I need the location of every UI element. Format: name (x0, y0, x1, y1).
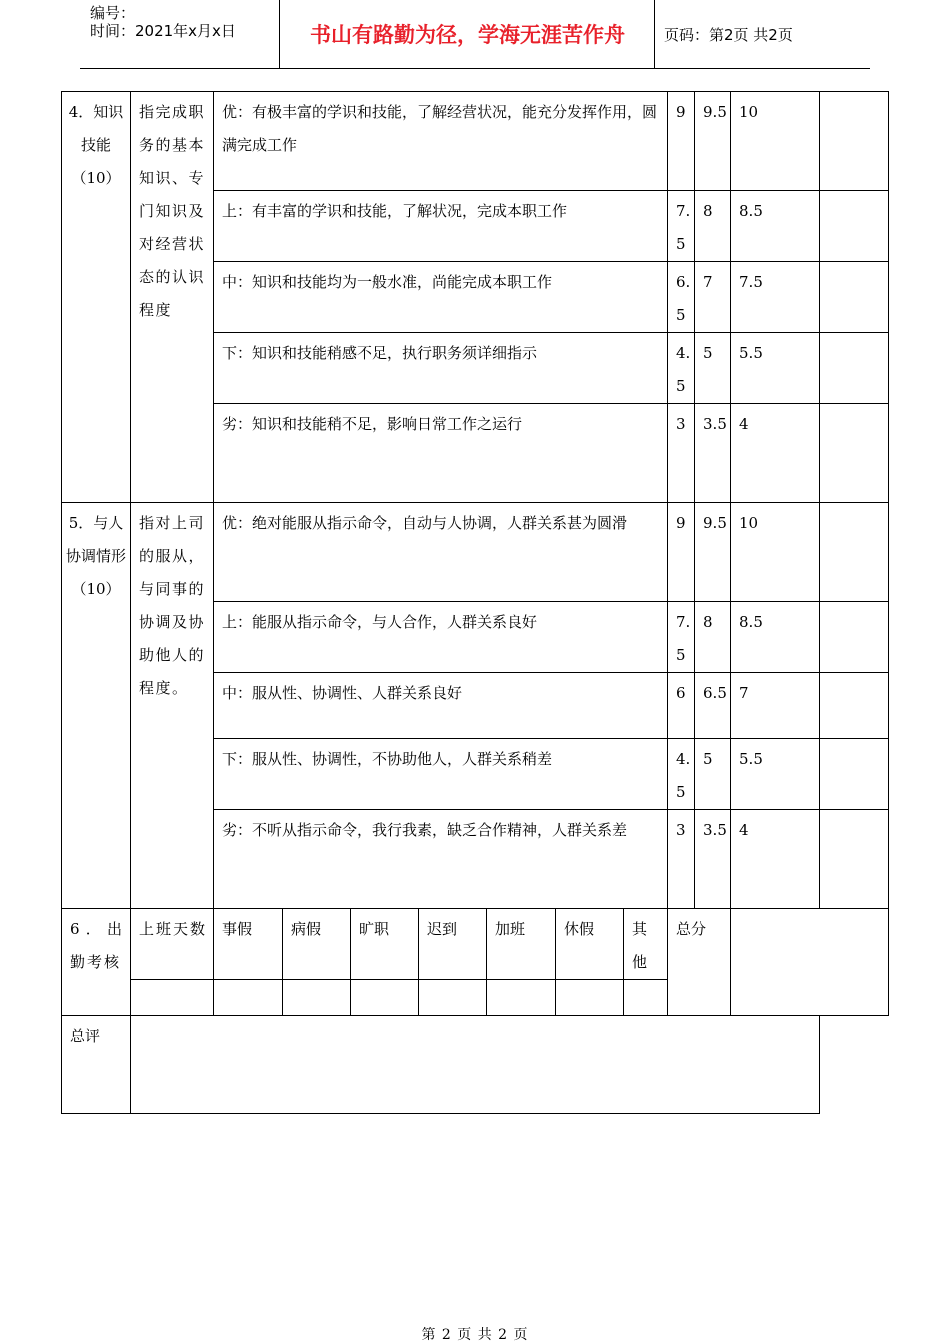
header-page-number: 页码：第2页 共2页 (664, 25, 793, 44)
score-mid: 8 (695, 191, 731, 262)
score-blank (820, 333, 889, 404)
score-mid: 6.5 (695, 673, 731, 739)
score-blank (820, 503, 889, 602)
attendance-value-cell (131, 980, 214, 1016)
score-blank (820, 739, 889, 810)
criterion-text: 优：有极丰富的学识和技能，了解经营状况，能充分发挥作用，圆满完成工作 (214, 92, 668, 191)
page-footer: 第 2 页 共 2 页 (421, 1327, 529, 1343)
criterion-row (62, 92, 889, 191)
score-low: 6.5 (668, 262, 695, 333)
attendance-value-cell (419, 980, 487, 1016)
score-low: 9 (668, 503, 695, 602)
attendance-column: 事假 (214, 909, 283, 980)
criterion-text: 上：能服从指示命令，与人合作，人群关系良好 (214, 602, 668, 673)
time-label: 时间：2021年x月x日 (90, 22, 236, 40)
score-low: 9 (668, 92, 695, 191)
criterion-text: 劣：知识和技能稍不足，影响日常工作之运行 (214, 404, 668, 503)
score-mid: 3.5 (695, 404, 731, 503)
section-title: 4．知识技能（10） (62, 92, 131, 503)
total-score-value (731, 909, 889, 1016)
score-mid: 3.5 (695, 810, 731, 909)
criterion-text: 下：知识和技能稍感不足，执行职务须详细指示 (214, 333, 668, 404)
score-blank (820, 404, 889, 503)
attendance-value-cell (351, 980, 419, 1016)
criterion-row (62, 503, 889, 602)
attendance-column: 其他 (624, 909, 668, 980)
attendance-column: 上班天数 (131, 909, 214, 980)
attendance-column: 休假 (556, 909, 624, 980)
attendance-column: 加班 (487, 909, 556, 980)
score-high: 7.5 (731, 262, 820, 333)
score-blank (820, 92, 889, 191)
score-high: 8.5 (731, 602, 820, 673)
attendance-title: 6．出勤考核 (62, 909, 131, 1016)
attendance-value-cell (487, 980, 556, 1016)
score-high: 5.5 (731, 739, 820, 810)
evaluation-table (61, 91, 889, 1114)
attendance-value-cell (556, 980, 624, 1016)
score-mid: 5 (695, 739, 731, 810)
criterion-text: 优：绝对能服从指示命令，自动与人协调，人群关系甚为圆滑 (214, 503, 668, 602)
summary-label: 总评 (62, 1016, 131, 1114)
attendance-column: 迟到 (419, 909, 487, 980)
score-blank (820, 262, 889, 333)
attendance-header-row (62, 909, 889, 980)
header-meta (80, 0, 280, 68)
score-high: 10 (731, 92, 820, 191)
criterion-text: 劣：不听从指示命令，我行我素，缺乏合作精神，人群关系差 (214, 810, 668, 909)
total-score-label: 总分 (668, 909, 731, 1016)
score-low: 6 (668, 673, 695, 739)
criterion-text: 中：服从性、协调性、人群关系良好 (214, 673, 668, 739)
attendance-column: 病假 (283, 909, 351, 980)
score-low: 7.5 (668, 602, 695, 673)
score-blank (820, 673, 889, 739)
criterion-text: 上：有丰富的学识和技能，了解状况，完成本职工作 (214, 191, 668, 262)
section-description: 指对上司的服从，与同事的协调及协助他人的程度。 (131, 503, 214, 909)
score-mid: 7 (695, 262, 731, 333)
score-high: 5.5 (731, 333, 820, 404)
code-label: 编号： (90, 4, 136, 22)
document-header (80, 0, 870, 69)
score-blank (820, 810, 889, 909)
attendance-value-cell (283, 980, 351, 1016)
score-high: 10 (731, 503, 820, 602)
summary-content (131, 1016, 820, 1114)
attendance-value-cell (624, 980, 668, 1016)
summary-row (62, 1016, 889, 1114)
score-blank (820, 191, 889, 262)
score-mid: 9.5 (695, 92, 731, 191)
score-mid: 5 (695, 333, 731, 404)
score-high: 7 (731, 673, 820, 739)
score-low: 4.5 (668, 739, 695, 810)
score-mid: 8 (695, 602, 731, 673)
criterion-text: 中：知识和技能均为一般水准，尚能完成本职工作 (214, 262, 668, 333)
attendance-value-cell (214, 980, 283, 1016)
score-low: 4.5 (668, 333, 695, 404)
section-description: 指完成职务的基本知识、专门知识及对经营状态的认识程度 (131, 92, 214, 503)
score-low: 7.5 (668, 191, 695, 262)
score-mid: 9.5 (695, 503, 731, 602)
attendance-column: 旷职 (351, 909, 419, 980)
score-blank (820, 602, 889, 673)
score-low: 3 (668, 810, 695, 909)
score-high: 4 (731, 404, 820, 503)
score-high: 4 (731, 810, 820, 909)
score-low: 3 (668, 404, 695, 503)
score-high: 8.5 (731, 191, 820, 262)
criterion-text: 下：服从性、协调性，不协助他人，人群关系稍差 (214, 739, 668, 810)
section-title: 5．与人协调情形（10） (62, 503, 131, 909)
header-motto: 书山有路勤为径，学海无涯苦作舟 (281, 0, 655, 68)
